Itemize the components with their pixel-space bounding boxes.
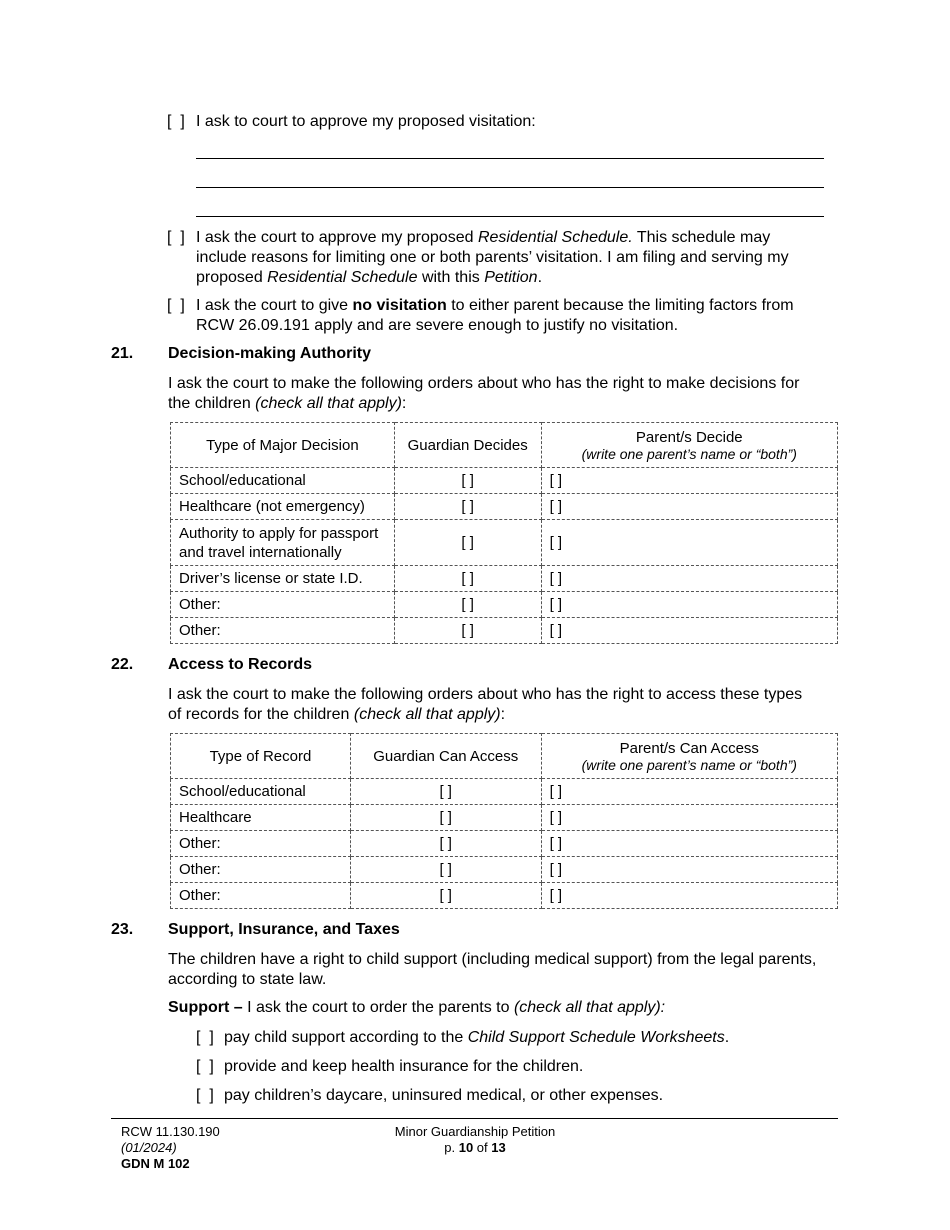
- table-row: Other: [ ] [ ]: [171, 857, 838, 883]
- section-22-intro: I ask the court to make the following orders about who has the right to access these types of records for the children (check all that apply):: [168, 686, 803, 723]
- decision-header-guardian: Guardian Decides: [394, 423, 541, 468]
- table-row: School/educational [ ] [ ]: [171, 779, 838, 805]
- section-21-number: 21.: [111, 345, 134, 362]
- support-checkbox-2[interactable]: [ ]: [196, 1058, 214, 1075]
- write-line-3[interactable]: [196, 216, 824, 217]
- table-row: Other: [ ] [ ]: [171, 618, 838, 644]
- footer-rcw: RCW 11.130.190: [121, 1124, 220, 1139]
- footer-page: p. 10 of 13: [444, 1140, 506, 1155]
- decision-header-type: Type of Major Decision: [171, 423, 395, 468]
- table-row: Driver’s license or state I.D. [ ] [ ]: [171, 566, 838, 592]
- guardian-checkbox[interactable]: [ ]: [350, 831, 541, 857]
- table-row: Other: [ ] [ ]: [171, 831, 838, 857]
- visitation-checkbox-1[interactable]: [ ]: [167, 113, 185, 130]
- guardian-checkbox[interactable]: [ ]: [394, 520, 541, 566]
- records-header-guardian: Guardian Can Access: [350, 734, 541, 779]
- parent-checkbox[interactable]: [ ]: [541, 494, 837, 520]
- guardian-checkbox[interactable]: [ ]: [350, 857, 541, 883]
- guardian-checkbox[interactable]: [ ]: [394, 592, 541, 618]
- support-checkbox-3[interactable]: [ ]: [196, 1087, 214, 1104]
- decision-table: [170, 422, 838, 644]
- parent-checkbox[interactable]: [ ]: [541, 566, 837, 592]
- table-row: Authority to apply for passport and travel internationally [ ] [ ]: [171, 520, 838, 566]
- parent-checkbox[interactable]: [ ]: [541, 618, 837, 644]
- visitation-checkbox-3[interactable]: [ ]: [167, 297, 185, 314]
- footer-date: (01/2024): [121, 1140, 177, 1155]
- parent-checkbox[interactable]: [ ]: [541, 468, 837, 494]
- section-22-title: Access to Records: [168, 656, 313, 673]
- parent-checkbox[interactable]: [ ]: [541, 520, 837, 566]
- write-line-2[interactable]: [196, 187, 824, 188]
- section-23-number: 23.: [111, 921, 134, 938]
- records-header-type: Type of Record: [171, 734, 351, 779]
- guardian-checkbox[interactable]: [ ]: [350, 883, 541, 909]
- records-table: [170, 733, 838, 909]
- write-line-1[interactable]: [196, 158, 824, 159]
- parent-checkbox[interactable]: [ ]: [541, 592, 837, 618]
- table-row: Other: [ ] [ ]: [171, 592, 838, 618]
- support-option-1: pay child support according to the Child Support Schedule Worksheets.: [224, 1029, 730, 1046]
- guardian-checkbox[interactable]: [ ]: [350, 805, 541, 831]
- visitation-option-3: I ask the court to give no visitation to either parent because the limiting factors from RCW 26.09.191 apply and are severe enough to justify no visitation.: [196, 297, 794, 334]
- table-row: Healthcare [ ] [ ]: [171, 805, 838, 831]
- footer-center: [360, 1124, 590, 1156]
- parent-checkbox[interactable]: [ ]: [541, 805, 837, 831]
- parent-checkbox[interactable]: [ ]: [541, 857, 837, 883]
- table-row: Healthcare (not emergency) [ ] [ ]: [171, 494, 838, 520]
- section-21-title: Decision-making Authority: [168, 345, 371, 362]
- parent-checkbox[interactable]: [ ]: [541, 883, 837, 909]
- support-checkbox-1[interactable]: [ ]: [196, 1029, 214, 1046]
- footer-title: Minor Guardianship Petition: [394, 1124, 556, 1139]
- support-label: Support – I ask the court to order the parents to (check all that apply):: [168, 999, 666, 1016]
- table-row: Other: [ ] [ ]: [171, 883, 838, 909]
- visitation-option-2: I ask the court to approve my proposed Residential Schedule. This schedule may include reasons for limiting one or both parents’ visitation. I am filing and serving my proposed Residential Schedule with this Petition.: [196, 229, 789, 286]
- visitation-checkbox-2[interactable]: [ ]: [167, 229, 185, 246]
- guardian-checkbox[interactable]: [ ]: [394, 468, 541, 494]
- footer-divider: [111, 1118, 838, 1119]
- section-23-intro: The children have a right to child support (including medical support) from the legal parents, according to state law.: [168, 951, 817, 988]
- guardian-checkbox[interactable]: [ ]: [394, 618, 541, 644]
- decision-header-parent: Parent/s Decide (write one parent’s name or “both”): [541, 423, 837, 468]
- footer-form: GDN M 102: [121, 1156, 190, 1171]
- section-23-title: Support, Insurance, and Taxes: [168, 921, 400, 938]
- guardian-checkbox[interactable]: [ ]: [394, 566, 541, 592]
- support-option-2: provide and keep health insurance for the children.: [224, 1058, 584, 1075]
- guardian-checkbox[interactable]: [ ]: [394, 494, 541, 520]
- support-option-3: pay children’s daycare, uninsured medical, or other expenses.: [224, 1087, 664, 1104]
- section-21-intro: I ask the court to make the following orders about who has the right to make decisions for the children (check all that apply):: [168, 375, 800, 412]
- visitation-option-1: I ask to court to approve my proposed visitation:: [196, 113, 536, 130]
- guardian-checkbox[interactable]: [ ]: [350, 779, 541, 805]
- parent-checkbox[interactable]: [ ]: [541, 831, 837, 857]
- records-header-parent: Parent/s Can Access (write one parent’s name or “both”): [541, 734, 837, 779]
- footer-left: [121, 1124, 220, 1172]
- section-22-number: 22.: [111, 656, 134, 673]
- parent-checkbox[interactable]: [ ]: [541, 779, 837, 805]
- table-row: School/educational [ ] [ ]: [171, 468, 838, 494]
